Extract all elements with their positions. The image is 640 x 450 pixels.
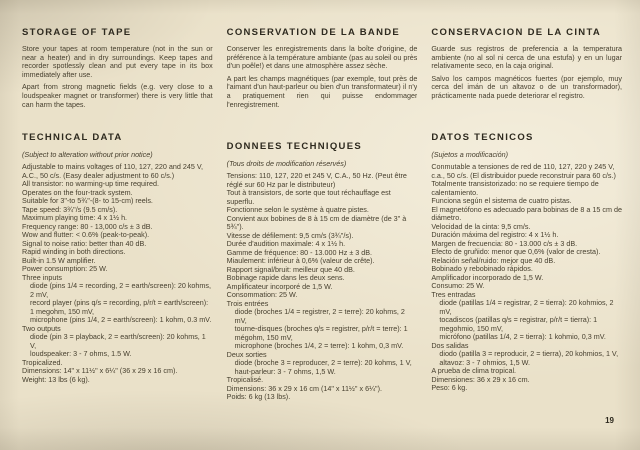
tech-line: Amplificador incorporado de 1,5 W.: [431, 272, 544, 282]
tech-line: diode (patillas 1/4 = registrar, 2 = tierra): 20 kohmios, 2 mV,: [439, 298, 614, 316]
tech-line: Amplificateur incorporé de 1,5 W.: [226, 281, 333, 291]
tech-line: Tout à transistors, de sorte que tout réchauffage est superflu.: [226, 188, 391, 206]
tech-line: Durée d'audition maximale: 4 x 1½ h.: [226, 239, 346, 248]
tech-line: Convient aux bobines de 8 à 15 cm de diamètre (de 3" à 5¾").: [226, 213, 407, 231]
tech-line: All transistor: no warming-up time required.: [22, 179, 160, 188]
tech-line: Maximum playing time: 4 x 1½ h.: [22, 213, 128, 222]
tech-line: Peso: 6 kg.: [431, 383, 468, 392]
tech-line: Trois entrées: [226, 298, 269, 308]
tech-line: A prueba de clima tropical.: [431, 366, 517, 375]
tech-line: Bobinage rapide dans les deux sens.: [226, 273, 345, 282]
tech-lines: [22, 163, 213, 384]
section-technical-en: [22, 132, 213, 384]
tech-line: microphone (broches 1/4, 2 = terre): 1 kohm, 0,3 mV.: [234, 341, 404, 350]
tech-line: Power consumption: 25 W.: [22, 264, 108, 273]
tech-line: Built-in 1.5 W amplifier.: [22, 255, 96, 265]
section-heading: CONSERVATION DE LA BANDE: [226, 27, 401, 38]
section-technical-es: [431, 132, 622, 393]
page-number: 19: [605, 416, 614, 425]
tech-line: Consommation: 25 W.: [226, 290, 298, 299]
tech-line: Three inputs: [22, 272, 62, 282]
tech-line: diode (broches 1/4 = registrer, 2 = terre): 20 kohms, 2 mV,: [234, 307, 405, 325]
tech-line: Dimensions: 36 x 29 x 16 cm (14" x 11½" x 6¼").: [226, 383, 383, 393]
tech-lines: [431, 163, 622, 393]
tech-line: Duración máxima del registro: 4 x 1½ h.: [431, 230, 559, 239]
section-technical-fr: [227, 141, 418, 402]
tech-line: Signal to noise ratio: better than 40 dB.: [22, 238, 147, 248]
tech-line: Fonctionne selon le système à quatre pistes.: [226, 205, 369, 214]
tech-line: Efecto de gruñido: menor que 0,6% (valor de cresta).: [431, 247, 601, 256]
section-heading: TECHNICAL DATA: [22, 132, 123, 143]
tech-line: Adjustable to mains voltages of 110, 127, 220 and 245 V, A.C., 50 c/s. (Easy dealer adjustment to 60 c/s.): [22, 162, 204, 180]
tech-line: Poids: 6 kg (13 lbs).: [226, 392, 291, 401]
tech-line: Dos salidas: [431, 340, 469, 350]
section-heading: STORAGE OF TAPE: [22, 27, 132, 38]
tech-line: Rapid winding in both directions.: [22, 247, 126, 256]
column-french: [227, 27, 418, 402]
storage-paragraphs: [431, 45, 622, 101]
tech-line: Dimensions: 14" x 11½" x 6¼" (36 x 29 x 16 cm).: [22, 366, 178, 375]
tech-line: Vitesse de défilement: 9,5 cm/s (3¾"/s).: [226, 230, 354, 240]
section-storage-es: [431, 27, 622, 132]
column-english: [22, 27, 213, 402]
tech-line: micrófono (patillas 1/4, 2 = tierra): 1 kohmio, 0,3 mV.: [439, 332, 606, 341]
tech-note: (Subject to alteration without prior notice): [22, 150, 153, 159]
tech-line: Velocidad de la cinta: 9,5 cm/s.: [431, 221, 531, 231]
column-spanish: [431, 27, 622, 402]
tech-line: Funciona según el sistema de cuatro pistas.: [431, 196, 572, 205]
tech-line: Miaulement: inférieur à 0,6% (valeur de crête).: [226, 256, 375, 265]
paragraph: Salvo los campos magnéticos fuertes (por ejemplo, muy cerca del imán de un altavoz o de un transformador), prácticamente nada puede deteriorar el registro.: [431, 73, 623, 100]
tech-line: diode (pin 3 = playback, 2 = earth/screen): 20 kohms, 1 V,: [30, 332, 206, 350]
tech-line: Two outputs: [22, 323, 61, 333]
tech-line: Deux sorties: [226, 349, 267, 359]
section-storage-en: [22, 27, 213, 132]
tech-line: Relación señal/ruido: mejor que 40 dB.: [431, 255, 556, 265]
tech-line: Gamme de fréquence: 80 - 13.000 Hz ± 3 dB.: [226, 247, 373, 257]
tech-line: diodo (patilla 3 = reproducir, 2 = tierra), 20 kohmios, 1 V,: [439, 349, 619, 358]
paragraph: Conserver les enregistrements dans la boîte d'origine, de préférence à la température ambiante (pas au soleil ou près d'un poêle!) et dans une atmosphère assez sèche.: [226, 44, 418, 71]
tech-line: tocadiscos (patillas q/s = registrar, p/r/t = tierra): 1 megohmio, 150 mV,: [439, 315, 598, 333]
tech-line: Suitable for 3"-to 5¾"-(8- to 15-cm) reels.: [22, 196, 153, 205]
tech-line: Conmutable a tensiones de red de 110, 127, 220 y 245 V, c.a., 50 c/s. (El distribuidor puede reconstruir para 60 c/s.): [431, 162, 616, 180]
tech-line: Tropicalisé.: [226, 375, 264, 384]
tech-lines: [227, 172, 418, 402]
tech-note: (Sujetos a modificación): [431, 150, 509, 159]
tech-line: Bobinado y rebobinado rápidos.: [431, 264, 533, 273]
tech-note: (Tous droits de modification réservés): [226, 159, 347, 168]
tech-line: diode (broche 3 = reproducer, 2 = terre): 20 kohms, 1 V,: [234, 358, 412, 367]
tech-line: Tropicalized.: [22, 357, 63, 367]
tech-line: Margen de frecuencia: 80 - 13.000 c/s ± 3 dB.: [431, 238, 578, 248]
tech-line: Tensions: 110, 127, 220 et 245 V, C.A., 50 Hz. (Peut être réglé sur 60 Hz par le distributeur): [226, 171, 407, 189]
paragraph: A part les champs magnétiques (par exemple, tout près de l'aimant d'un haut-parleur ou bien d'un transformateur) il n'y a pratiquement rien qui puisse endommager l'enregistrement.: [226, 73, 418, 109]
section-heading: CONSERVACION DE LA CINTA: [431, 27, 602, 38]
tech-line: Consumo: 25 W.: [431, 281, 485, 290]
section-heading: DATOS TECNICOS: [431, 132, 534, 143]
tech-line: Rapport signal/bruit: meilleur que 40 dB.: [226, 264, 355, 274]
paragraph: Apart from strong magnetic fields (e.g. very close to a loudspeaker magnet or transformer) there is very little that can harm the tapes.: [22, 82, 213, 109]
section-storage-fr: [227, 27, 418, 141]
tech-line: diode (pins 1/4 = recording, 2 = earth/screen): 20 kohms, 2 mV,: [30, 281, 211, 299]
tech-line: El magnetófono es adecuado para bobinas de 8 a 15 cm de diámetro.: [431, 204, 622, 222]
tech-line: record player (pins q/s = recording, p/r/t = earth/screen): 1 megohm, 150 mV,: [30, 298, 209, 316]
paragraph: Guarde sus registros de preferencia a la temperatura ambiente (no al sol ni cerca de una estufa) y en un lugar relativamente seco, en la caja original.: [431, 44, 623, 71]
tech-line: tourne-disques (broches q/s = registrer, p/r/t = terre): 1 mégohm, 150 mV,: [234, 324, 408, 342]
tech-line: haut-parleur: 3 - 7 ohms, 1,5 W.: [234, 366, 336, 376]
storage-paragraphs: [227, 45, 418, 109]
tech-line: Wow and flutter: < 0.6% (peak-to-peak).: [22, 230, 150, 239]
section-heading: DONNEES TECHNIQUES: [226, 141, 362, 152]
tech-line: microphone (pins 1/4, 2 = earth/screen): 1 kohm, 0.3 mV.: [30, 315, 212, 324]
storage-paragraphs: [22, 45, 213, 109]
tech-line: Tres entradas: [431, 289, 476, 299]
tech-line: Totalmente transistorizado: no se requiere tiempo de calentamiento.: [431, 179, 599, 197]
paragraph: Store your tapes at room temperature (not in the sun or near a heater) and in dry surroundings. Keep tapes and recorder spotlessly clean and put every tape in its box immediately after use.: [22, 44, 213, 79]
tech-line: Operates on the four-track system.: [22, 187, 133, 197]
tech-line: Frequency range: 80 - 13,000 c/s ± 3 dB.: [22, 221, 153, 231]
tech-line: Weight: 13 lbs (6 kg).: [22, 374, 90, 384]
tech-line: loudspeaker: 3 - 7 ohms, 1.5 W.: [30, 349, 132, 358]
tech-line: Dimensiones: 36 x 29 x 16 cm.: [431, 374, 530, 384]
tech-line: Tape speed: 3¾"/s (9.5 cm/s).: [22, 204, 118, 214]
tech-line: altavoz: 3 - 7 ohmios, 1,5 W.: [439, 357, 531, 367]
